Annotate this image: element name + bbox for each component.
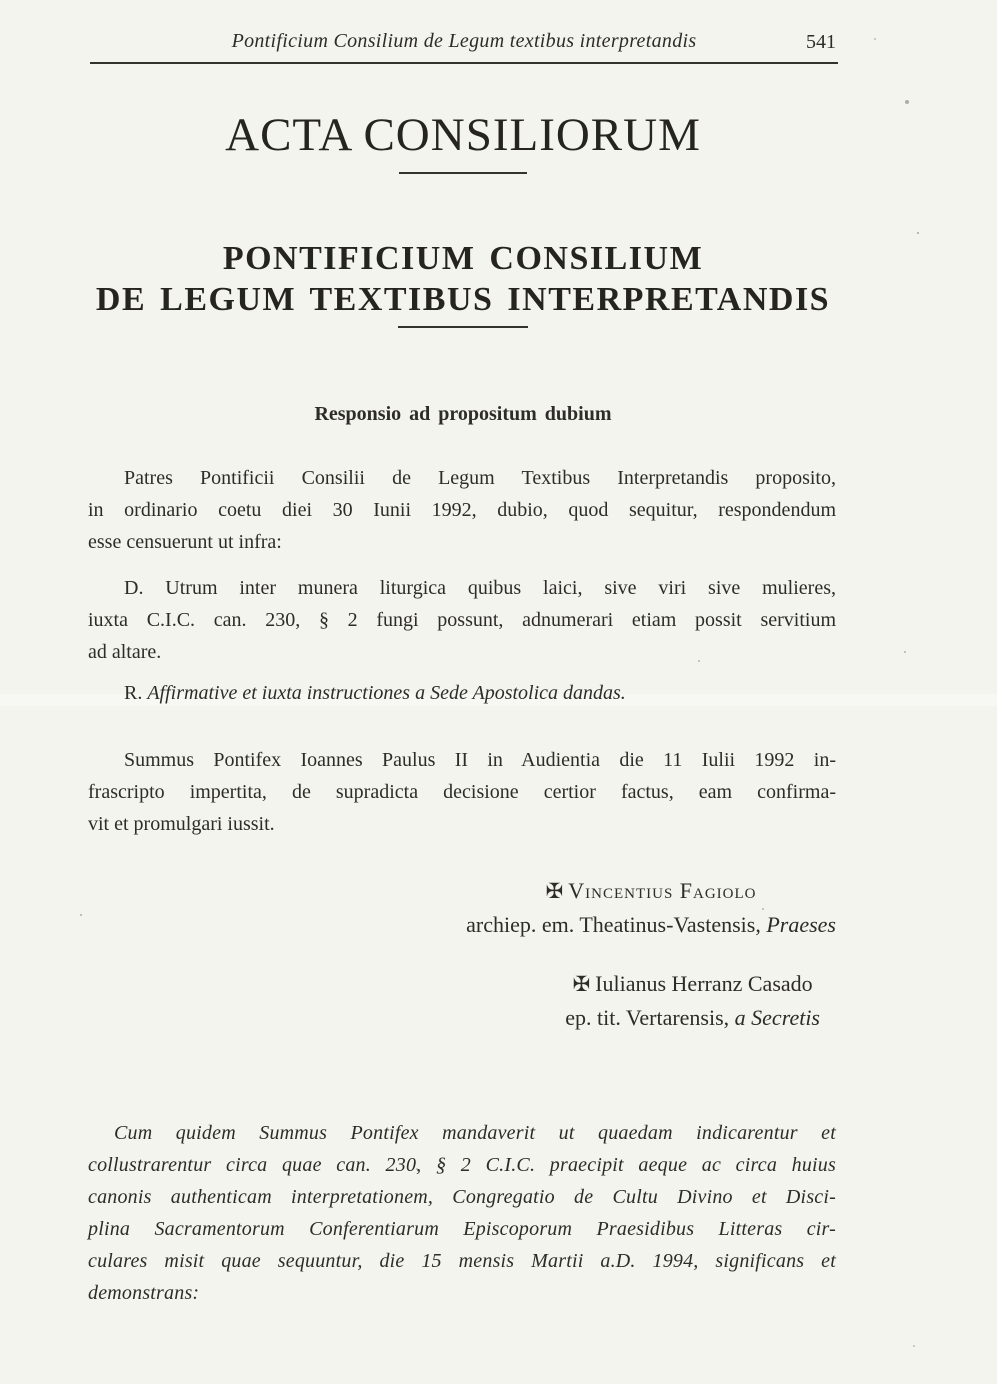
paragraph-responsum: [88, 677, 836, 709]
signature-block-herranz: [565, 967, 820, 1034]
signatory-title-italic: a Secretis: [734, 1005, 820, 1030]
responsum-label: R.: [124, 682, 143, 704]
subtitle-line-2: DE LEGUM TEXTIBUS INTERPRETANDIS: [95, 281, 831, 318]
text-line: canonis authenticam interpretationem, Congregatio de Cultu Divino et Disci-: [88, 1186, 836, 1208]
page-number: 541: [806, 31, 836, 53]
page-content: [88, 0, 838, 1384]
text-line: collustrarentur circa quae can. 230, § 2 C.I.C. praecipit aeque ac circa huius: [88, 1154, 836, 1176]
signatory-name-fagiolo: Vincentius Fagiolo: [568, 878, 757, 903]
scan-speckles: [0, 0, 2, 2]
signatory-title-herranz: [565, 1001, 820, 1034]
text-line: Patres Pontificii Consilii de Legum Textibus Interpretandis proposito,: [124, 467, 836, 489]
signatory-title-italic: Praeses: [766, 912, 836, 937]
maltese-cross-icon: ✠: [572, 972, 591, 996]
text-line: Summus Pontifex Ioannes Paulus II in Audientia die 11 Iulii 1992 in-: [124, 749, 836, 771]
text-line: demonstrans:: [88, 1282, 200, 1304]
text-line: vit et promulgari iussit.: [88, 813, 275, 835]
text-line: culares misit quae sequuntur, die 15 mensis Martii a.D. 1994, significans et: [88, 1250, 836, 1272]
running-header: [90, 30, 838, 64]
header-rule: [90, 62, 838, 64]
council-subtitle: [88, 238, 838, 320]
title-rule: [399, 172, 527, 174]
signatory-name-herranz: Iulianus Herranz Casado: [595, 971, 813, 996]
text-line: esse censuerunt ut infra:: [88, 531, 282, 553]
signatory-title-fagiolo: [466, 908, 836, 941]
responsum-text: Affirmative et iuxta instructiones a Sede Apostolica dandas.: [147, 682, 626, 704]
section-heading: Responsio ad propositum dubium: [314, 403, 612, 425]
text-line: D. Utrum inter munera liturgica quibus laici, sive viri sive mulieres,: [124, 577, 836, 599]
signature-name-line: [466, 874, 836, 908]
document-title: ACTA CONSILIORUM: [225, 109, 701, 161]
signature-block-fagiolo: [466, 874, 836, 941]
text-line: ad altare.: [88, 641, 162, 663]
paragraph-patres: [88, 462, 836, 558]
closing-paragraph: [88, 1117, 836, 1309]
subtitle-line-1: PONTIFICIUM CONSILIUM: [222, 240, 704, 277]
text-line: in ordinario coetu diei 30 Iunii 1992, dubio, quod sequitur, respondendum: [88, 499, 836, 521]
paragraph-dubium: [88, 572, 836, 668]
text-line: iuxta C.I.C. can. 230, § 2 fungi possunt, adnumerari etiam possit servitium: [88, 609, 836, 631]
text-line: plina Sacramentorum Conferentiarum Episcoporum Praesidibus Litteras cir-: [88, 1218, 836, 1240]
maltese-cross-icon: ✠: [545, 879, 564, 903]
subtitle-rule: [398, 326, 528, 328]
paragraph-confirmatio: [88, 744, 836, 840]
signatory-title-roman: ep. tit. Vertarensis,: [565, 1005, 730, 1030]
signatory-title-roman: archiep. em. Theatinus-Vastensis,: [466, 912, 761, 937]
signature-name-line: [565, 967, 820, 1001]
text-line: frascripto impertita, de supradicta decisione certior factus, eam confirma-: [88, 781, 836, 803]
text-line: Cum quidem Summus Pontifex mandaverit ut quaedam indicarentur et: [114, 1122, 836, 1144]
running-head-text: Pontificium Consilium de Legum textibus interpretandis: [231, 30, 697, 52]
